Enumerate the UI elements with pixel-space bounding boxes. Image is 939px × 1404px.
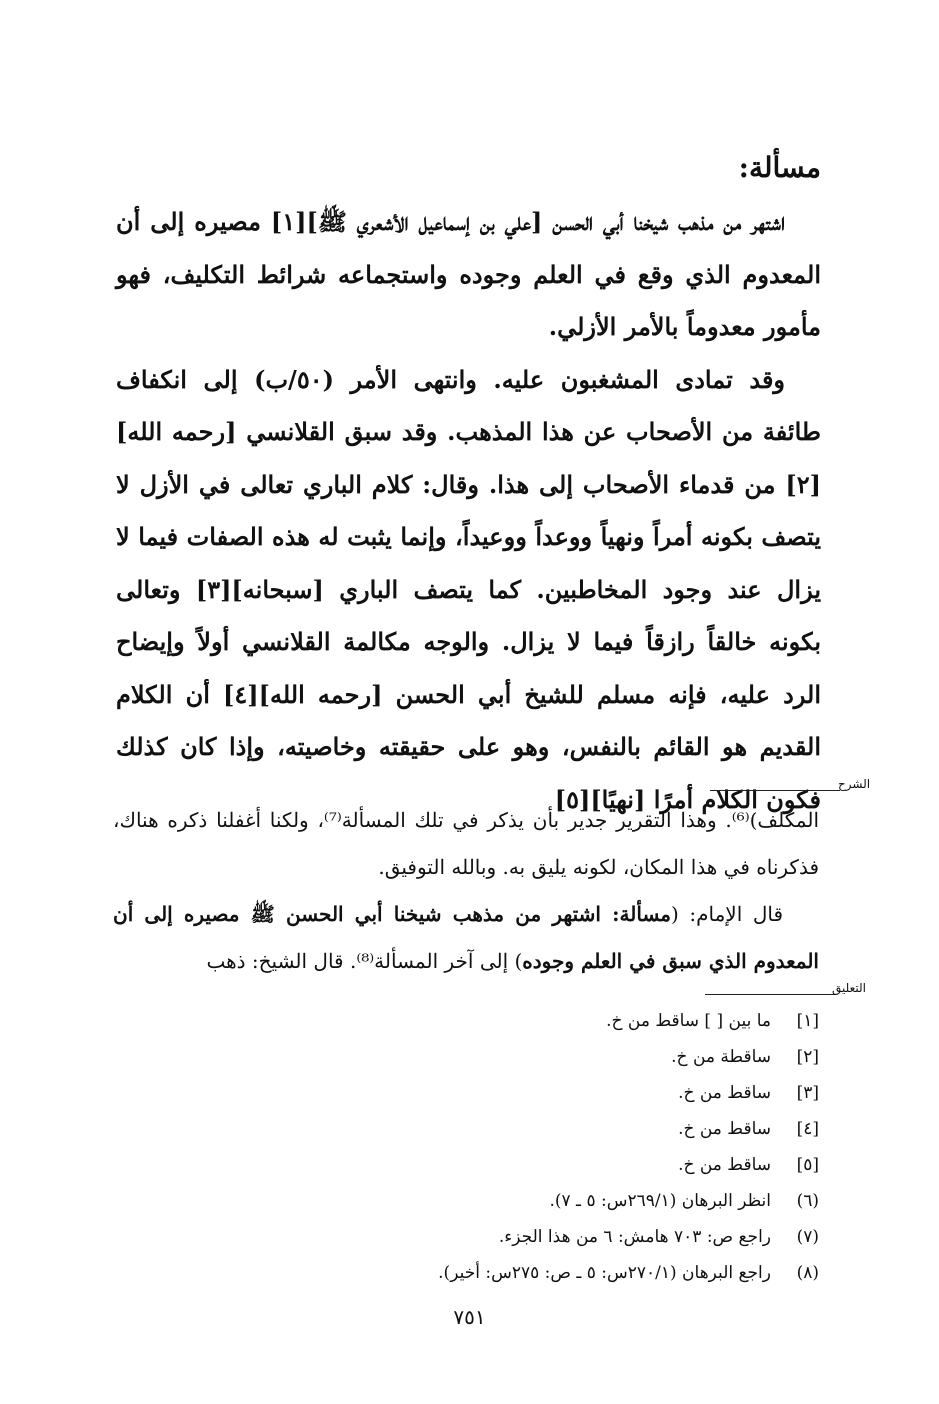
commentary-label: الشرح <box>838 777 871 791</box>
footnote-number: (٧) <box>796 1227 819 1247</box>
footnote <box>259 1255 819 1291</box>
main-paragraph: وقد تمادى المشغبون عليه. وانتهى الأمر (٥٠/ب) إلى انكفاف طائفة من الأصحاب عن هذا المذهب. وقد سبق القلانسي [رحمه الله][٢] من قدماء الأصحاب إلى هذا. وقال: كلام الباري تعالى في الأزل لا يتصف بكونه أمراً ونهياً ووعداً ووعيداً، وإنما يثبت له هذه الصفات فيما لا يزال عند وجود المخاطبين. كما يتصف الباري [سبحانه][٣] وتعالى بكونه خالقاً رازقاً فيما لا يزال. والوجه مكالمة القلانسي أولاً وإيضاح الرد عليه، فإنه مسلم للشيخ أبي الحسن [رحمه الله][٤] أن الكلام القديم هو القائم بالنفس، وهو على حقيقته وخاصيته، وإذا كان كذلك فكون الكلام أمرًا [نهيًا][٥] <box>116 364 822 814</box>
footnote-number: [٥] <box>796 1155 819 1175</box>
footnote <box>259 1111 819 1147</box>
footnote-number: (٦) <box>796 1191 819 1211</box>
commentary-paragraph: المكلف)⁽⁶⁾. وهذا التقرير جدير بأن يذكر في تلك المسألة⁽⁷⁾، ولكنا أغفلنا ذكره هناك، فذكرناه في هذا المكان، لكونه يليق به. وبالله التوفيق. <box>113 808 819 879</box>
footnote-number: [٤] <box>796 1119 819 1139</box>
footnote-text: راجع ص: ٧٠٣ هامش: ٦ من هذا الجزء. <box>498 1227 771 1247</box>
footnote-number: [١] <box>796 1011 819 1031</box>
footnote <box>259 1039 819 1075</box>
page-number: ٧٥١ <box>453 1305 486 1329</box>
commentary-paragraph <box>113 891 819 985</box>
footnote-text: ساقط من خ. <box>678 1155 771 1175</box>
footnote <box>259 1075 819 1111</box>
footnote-number: [٣] <box>796 1083 819 1103</box>
footnote-text: راجع البرهان (٢٧٠/١س: ٥ ـ ص: ٢٧٥س: أخير). <box>438 1263 771 1283</box>
footnote <box>259 1003 819 1039</box>
footnote-text: ساقط من خ. <box>678 1083 771 1103</box>
footnote <box>259 1147 819 1183</box>
footnotes <box>259 1003 819 1291</box>
footnote-text: ساقطة من خ. <box>671 1047 771 1067</box>
annotation-label: التعليق <box>832 981 867 995</box>
commentary-divider <box>710 790 840 791</box>
footnote <box>259 1183 819 1219</box>
main-text <box>116 196 821 826</box>
footnote-text: انظر البرهان (٢٦٩/١س: ٥ ـ ٧). <box>549 1191 771 1211</box>
footnote-number: (٨) <box>796 1263 819 1283</box>
annotation-divider <box>705 994 835 995</box>
main-paragraph: اشتهر من مذهب شيخنا أبي الحسن [علي بن إسماعيل الأشعري ﷺ][١] مصيره إلى أن المعدوم الذي وقع في العلم وجوده واستجماعه شرائط التكليف، فهو مأمور معدوماً بالأمر الأزلي. <box>116 207 821 341</box>
footnote <box>259 1219 819 1255</box>
section-heading: مسألة: <box>738 151 821 184</box>
footnote-number: [٢] <box>796 1047 819 1067</box>
commentary-rest: ) إلى آخر المسألة⁽⁸⁾. قال الشيخ: ذهب <box>206 949 523 973</box>
commentary-intro: قال الإمام: ( <box>671 902 784 926</box>
footnote-text: ساقط من خ. <box>678 1119 771 1139</box>
commentary-quote: مسألة: اشتهر من مذهب شيخنا أبي الحسن ﷺ مصيره إلى أن المعدوم الذي سبق في العلم وجوده <box>113 902 819 973</box>
footnote-text: ما بين [ ] ساقط من خ. <box>606 1011 771 1031</box>
commentary-text <box>113 797 819 985</box>
